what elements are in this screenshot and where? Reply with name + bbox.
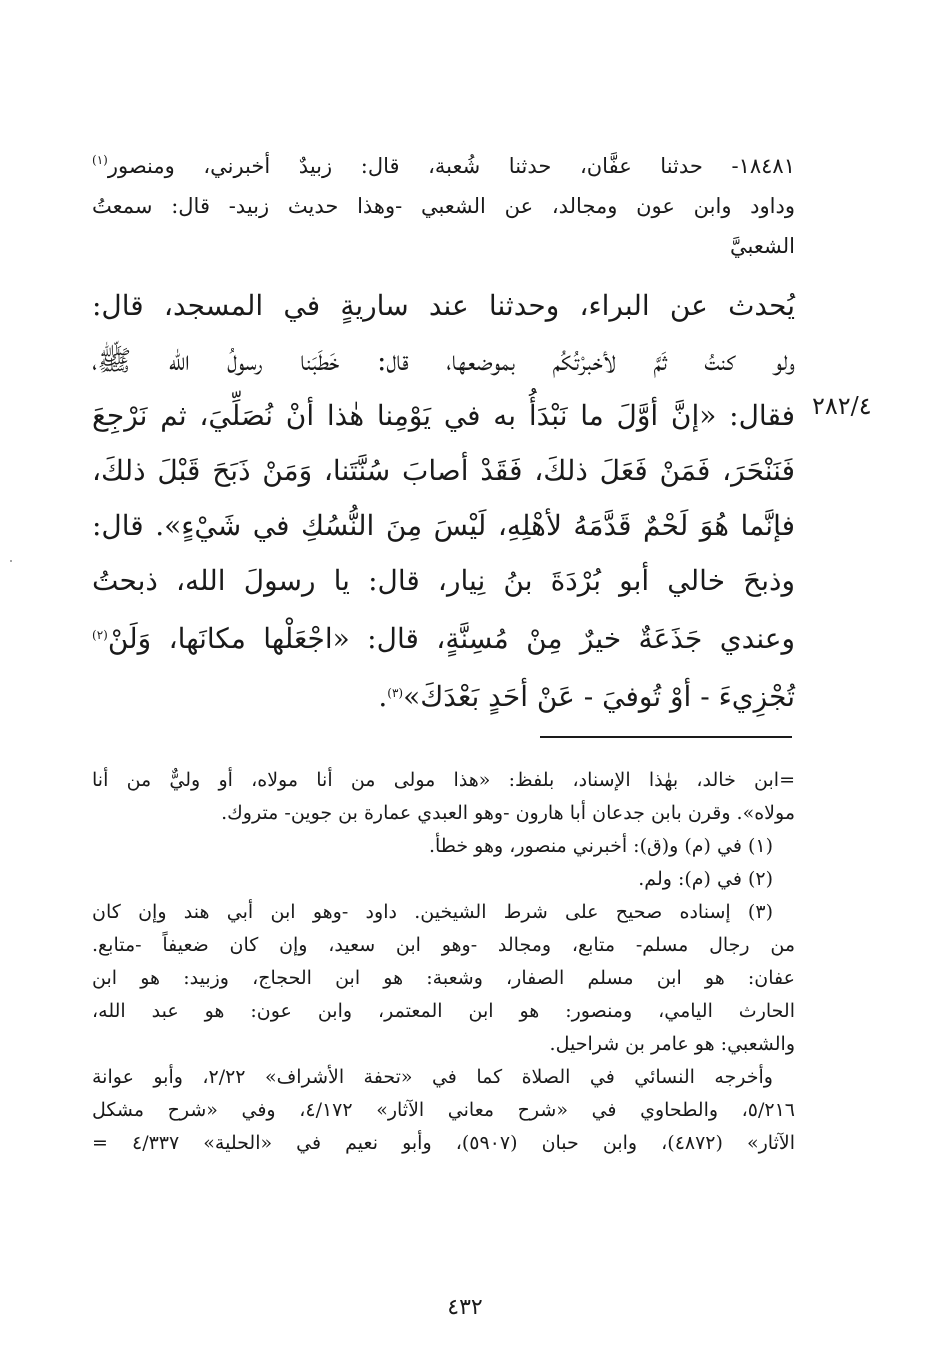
matn-line-6: وذبحَ خالي أبو بُرْدَةَ بنُ نِيار، قال: يا رسولَ الله، ذبحتُ (92, 564, 795, 597)
matn-line-7: وعندي جَذَعَةٌ خيرٌ مِنْ مُسِنَّةٍ، قال: «اجْعَلْها مكانَها، وَلَنْ$^{(٢)}$ (92, 622, 795, 655)
footnote-3-line-2: من رجال مسلم- متابع، ومجالد -وهو ابن سعيد، وإن كان ضعيفاً -متابع. (92, 934, 795, 956)
footnotes (92, 764, 795, 1160)
footnote-marker-3: (٣) (387, 686, 404, 700)
footnote-carry-line-2: مولاه». وقرن بابن جدعان أبا هارون -وهو العبدي عمارة بن جوين- متروك. (221, 802, 795, 824)
takhrij-line-1: وأخرجه النسائي في الصلاة كما في «تحفة الأشراف» ٢/٢٢، وأبو عوانة (92, 1066, 773, 1088)
margin-volume-page-reference: ٢٨٢/٤ (812, 392, 872, 420)
footnote-3-line-1: (٣) إسناده صحيح على شرط الشيخين. داود -وهو ابن أبي هند وإن كان (92, 901, 773, 923)
takhrij-line-3: الآثار» (٤٨٧٢)، وابن حبان (٥٩٠٧)، وأبو نعيم في «الحلية» ٤/٣٣٧ = (92, 1132, 795, 1154)
hadith-isnad (92, 140, 795, 266)
matn-line-2: ولو كنتُ ثَمَّ لأخبرْتُكُم بموضعها، قال: خَطَبَنا رسولُ الله ﷺ، (92, 344, 795, 377)
footnote-marker-1: (١) (92, 153, 108, 167)
footnote-marker-2: (٢) (92, 628, 108, 642)
matn-line-1: يُحدث عن البراء، وحدثنا عند ساريةٍ في المسجد، قال: (92, 289, 795, 322)
footnote-carry-line-1: =ابن خالد، بهٰذا الإسناد، بلفظ: «هذا مولى من أنا مولاه، أو وليٌّ من أنا (92, 769, 795, 791)
footnote-3-line-4: الحارث اليامي، ومنصور: هو ابن المعتمر، وابن عون: هو عبد الله، (92, 1000, 795, 1022)
footnote-3-line-3: عفان: هو ابن مسلم الصفار، وشعبة: هو ابن الحجاج، وزبيد: هو ابن (92, 967, 795, 989)
footnote-separator (540, 736, 792, 738)
footnote-1: (١) في (م) و(ق): أخبرني منصور، وهو خطأ. (428, 835, 773, 857)
isnad-line-3: الشعبيَّ (730, 234, 795, 258)
hadith-matn (92, 278, 795, 724)
isnad-line-2: وداود وابن عون ومجالد، عن الشعبي -وهذا حديث زبيد- قال: سمعتُ (92, 194, 795, 218)
scan-speck (10, 560, 12, 562)
page-number: ٤٣٢ (447, 1295, 483, 1320)
isnad-line-1: ١٨٤٨١- حدثنا عفَّان، حدثنا شُعبة، قال: زبيدٌ أخبرني، ومنصور$^{(١)}$ (92, 153, 795, 178)
matn-line-3: فقال: «إنَّ أوَّلَ ما نَبْدَأُ به في يَوْمِنا هٰذا أنْ نُصَلِّيَ، ثم نَرْجِعَ (92, 399, 795, 432)
matn-line-5: فإنَّما هُوَ لَحْمٌ قَدَّمَهُ لأهْلِهِ، لَيْسَ مِنَ النُّسُكِ في شَيْءٍ». قال: (92, 509, 795, 542)
matn-line-8: تُجْزِيءَ - أوْ تُوفيَ - عَنْ أحَدٍ بَعْدَكَ»$^{(٣)}$. (378, 680, 795, 713)
matn-line-4: فَنَنْحَرَ، فَمَنْ فَعَلَ ذلكَ، فَقَدْ أصابَ سُنَّتَنا، وَمَنْ ذَبَحَ قَبْلَ ذلكَ، (92, 454, 795, 487)
takhrij-line-2: ٥/٢١٦، والطحاوي في «شرح معاني الآثار» ٤/١٧٢، وفي «شرح مشكل (92, 1099, 795, 1121)
footnote-2: (٢) في (م): ولم. (638, 868, 773, 890)
footnote-3-line-5: والشعبي: هو عامر بن شراحيل. (549, 1033, 795, 1055)
